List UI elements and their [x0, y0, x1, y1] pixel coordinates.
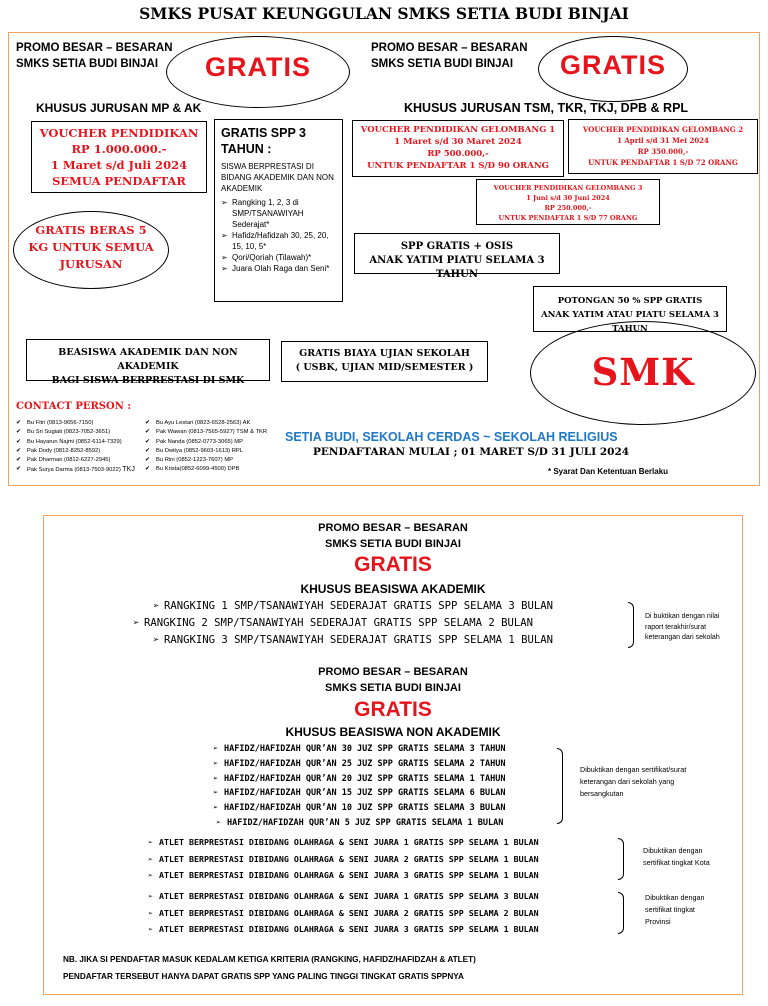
- kota-note: Dibuktikan dengan sertifikat tingkat Kota: [643, 846, 710, 867]
- ujian-box: GRATIS BIAYA UJIAN SEKOLAH ( USBK, UJIAN MID/SEMESTER ): [281, 341, 488, 382]
- list-item: ✔ Pak Nanda (0852-0773-3065) MP: [145, 438, 280, 447]
- slogan: SETIA BUDI, SEKOLAH CERDAS ~ SEKOLAH RELIGIUS: [285, 430, 618, 444]
- gratis-spp-title: GRATIS SPP 3 TAHUN :: [221, 126, 306, 156]
- list-item: ✔ Bu Fitri (0813-9656-7150): [16, 419, 146, 428]
- hafidz-brace: [557, 748, 563, 824]
- akademik-gratis: GRATIS: [354, 553, 432, 576]
- voucher-g2-box: VOUCHER PENDIDIKAN GELOMBANG 2 1 April s/d 31 Mei 2024 RP 350.000,- UNTUK PENDAFTAR 1 S/D 72 ORANG: [568, 119, 758, 174]
- list-item: ✔ Bu Dwitya (0852-9603-1613) RPL: [145, 447, 280, 456]
- list-item: ➢ HAFIDZ/HAFIDZAH QUR’AN 15 JUZ SPP GRATIS SELAMA 6 BULAN: [213, 786, 573, 801]
- list-item: ➢ HAFIDZ/HAFIDZAH QUR’AN 20 JUZ SPP GRATIS SELAMA 1 TAHUN: [213, 772, 573, 787]
- akademik-note: Di buktikan dengan nilai raport terakhir/surat keterangan dari sekolah: [645, 613, 720, 641]
- akademik-title: KHUSUS BEASISWA AKADEMIK: [300, 582, 486, 596]
- syarat-note: * Syarat Dan Ketentuan Berlaku: [548, 467, 669, 476]
- list-item: ➢ ATLET BERPRESTASI DIBIDANG OLAHRAGA & SENI JUARA 3 GRATIS SPP SELAMA 1 BULAN: [148, 867, 628, 884]
- list-item: ➢ Juara Olah Raga dan Seni*: [221, 263, 337, 274]
- akademik-brace: [628, 602, 634, 648]
- contact-list-left: [16, 419, 146, 476]
- contact-title: CONTACT PERSON :: [16, 401, 132, 412]
- list-item: ➢ HAFIDZ/HAFIDZAH QUR’AN 10 JUZ SPP GRATIS SELAMA 3 BULAN: [213, 801, 573, 816]
- list-item: ➢ HAFIDZ/HAFIDZAH QUR’AN 30 JUZ SPP GRATIS SELAMA 3 TAHUN: [213, 742, 573, 757]
- list-item: ✔ Pak Surya Darma (0813-7503-9022) TKJ: [16, 465, 146, 475]
- kota-brace: [618, 838, 624, 880]
- list-item: ➢ Rangking 1, 2, 3 di SMP/TSANAWIYAH Sederajat*: [221, 197, 337, 230]
- list-item: ➢ HAFIDZ/HAFIDZAH QUR’AN 5 JUZ SPP GRATIS SELAMA 1 BULAN: [216, 816, 573, 831]
- poster-title: SMKS PUSAT KEUNGGULAN SMKS SETIA BUDI BINJAI: [139, 4, 629, 23]
- list-item: ➢ ATLET BERPRESTASI DIBIDANG OLAHRAGA & SENI JUARA 3 GRATIS SPP SELAMA 1 BULAN: [148, 921, 628, 938]
- nonakademik-title: KHUSUS BEASISWA NON AKADEMIK: [285, 725, 501, 739]
- hafidz-note: Dibuktikan dengan sertifikat/surat keterangan dari sekolah yang bersangkutan: [580, 765, 687, 798]
- nonakademik-gratis: GRATIS: [354, 698, 432, 721]
- list-item: ✔ Bu Ayu Lestari (0823-6528-2563) AK: [145, 419, 280, 428]
- list-item: ➢ HAFIDZ/HAFIDZAH QUR’AN 25 JUZ SPP GRATIS SELAMA 2 TAHUN: [213, 757, 573, 772]
- hafidz-list: [213, 742, 573, 831]
- atlet-prov-list: [148, 888, 628, 938]
- list-item: ✔ Bu Rini (0852-1223-7607) MP: [145, 456, 280, 465]
- smk-logo-text: SMK: [591, 350, 695, 394]
- list-item: ➢ ATLET BERPRESTASI DIBIDANG OLAHRAGA & SENI JUARA 1 GRATIS SPP SELAMA 3 BULAN: [148, 888, 628, 905]
- nonakademik-promo-heading: PROMO BESAR – BESARAN SMKS SETIA BUDI BINJAI: [318, 666, 468, 694]
- list-item: ➢ ATLET BERPRESTASI DIBIDANG OLAHRAGA & SENI JUARA 1 GRATIS SPP SELAMA 1 BULAN: [148, 834, 628, 851]
- right-gratis-label: GRATIS: [560, 50, 666, 80]
- gratis-spp-box: [214, 119, 343, 302]
- list-item: ➢ Hafidz/Hafidzah 30, 25, 20, 15, 10, 5*: [221, 230, 337, 252]
- beasiswa-box: BEASISWA AKADEMIK DAN NON AKADEMIK BAGI SISWA BERPRESTASI DI SMK: [26, 339, 270, 381]
- list-item: ✔ Bu Hayarun Najmi (0852-6114-7329): [16, 438, 146, 447]
- voucher-g1-box: VOUCHER PENDIDIKAN GELOMBANG 1 1 Maret s/d 30 Maret 2024 RP 500.000,- UNTUK PENDAFTAR 1 S/D 90 ORANG: [352, 120, 564, 177]
- left-gratis-label: GRATIS: [205, 52, 311, 82]
- list-item: ➢ RANGKING 1 SMP/TSANAWIYAH SEDERAJAT GRATIS SPP SELAMA 3 BULAN: [153, 598, 633, 615]
- spp-osis-box: SPP GRATIS + OSIS ANAK YATIM PIATU SELAMA 3 TAHUN: [354, 233, 560, 274]
- list-item: ➢ Qori/Qoriah (Tilawah)*: [221, 252, 337, 263]
- akademik-list: [133, 598, 633, 649]
- beras-label: GRATIS BERAS 5 KG UNTUK SEMUA JURUSAN: [28, 223, 154, 271]
- list-item: ✔ Pak Dharman (0812-6227-2945): [16, 456, 146, 465]
- list-item: ➢ ATLET BERPRESTASI DIBIDANG OLAHRAGA & SENI JUARA 2 GRATIS SPP SELAMA 2 BULAN: [148, 905, 628, 922]
- list-item: ✔ Bu Sri Sugiati (0823-7052-3651): [16, 428, 146, 437]
- right-section-title: KHUSUS JURUSAN TSM, TKR, TKJ, DPB & RPL: [404, 101, 689, 115]
- list-item: ➢ RANGKING 3 SMP/TSANAWIYAH SEDERAJAT GRATIS SPP SELAMA 1 BULAN: [153, 632, 633, 649]
- list-item: ✔ Bu Krista(0852-6099-4500) DPB: [145, 465, 280, 474]
- list-item: ✔ Pak Wawan (0813-7565-5927) TSM & TKR: [145, 428, 280, 437]
- atlet-kota-list: [148, 834, 628, 884]
- voucher-g3-box: VOUCHER PENDIDIKAN GELOMBANG 3 1 Juni s/d 30 Juni 2024 RP 250.000,- UNTUK PENDAFTAR 1 S/D 77 ORANG: [476, 179, 660, 225]
- footer-note: NB. JIKA SI PENDAFTAR MASUK KEDALAM KETIGA KRITERIA (RANGKING, HAFIDZ/HAFIDZAH & ATLET) PENDAFTAR TERSEBUT HANYA DAPAT GRATIS SPP YANG PALING TINGGI TINGKAT GRATIS SPPNYA: [63, 955, 476, 981]
- left-section-title: KHUSUS JURUSAN MP & AK: [36, 101, 202, 115]
- gratis-spp-desc: SISWA BERPRESTASI DI BIDANG AKADEMIK DAN NON AKADEMIK: [221, 162, 334, 193]
- prov-note: Dibuktikan dengan sertifikat tingkat Provinsi: [645, 893, 705, 926]
- left-promo-heading: PROMO BESAR – BESARAN SMKS SETIA BUDI BINJAI: [16, 42, 173, 70]
- prov-brace: [618, 892, 624, 934]
- potongan-box: POTONGAN 50 % SPP GRATIS ANAK YATIM ATAU PIATU SELAMA 3 TAHUN: [533, 286, 727, 332]
- contact-list-right: [145, 419, 280, 475]
- list-item: ➢ ATLET BERPRESTASI DIBIDANG OLAHRAGA & SENI JUARA 2 GRATIS SPP SELAMA 1 BULAN: [148, 851, 628, 868]
- list-item: ✔ Pak Dody (0812-8252-8592): [16, 447, 146, 456]
- voucher-left-box: VOUCHER PENDIDIKAN RP 1.000.000.- 1 Maret s/d Juli 2024 SEMUA PENDAFTAR: [31, 121, 207, 193]
- right-promo-heading: PROMO BESAR – BESARAN SMKS SETIA BUDI BINJAI: [371, 42, 528, 70]
- list-item: ➢ RANGKING 2 SMP/TSANAWIYAH SEDERAJAT GRATIS SPP SELAMA 2 BULAN: [133, 615, 633, 632]
- pendaftaran-date: PENDAFTARAN MULAI ; 01 MARET S/D 31 JULI 2024: [313, 446, 630, 458]
- akademik-promo-heading: PROMO BESAR – BESARAN SMKS SETIA BUDI BINJAI: [318, 522, 468, 550]
- gratis-spp-list: [221, 197, 337, 274]
